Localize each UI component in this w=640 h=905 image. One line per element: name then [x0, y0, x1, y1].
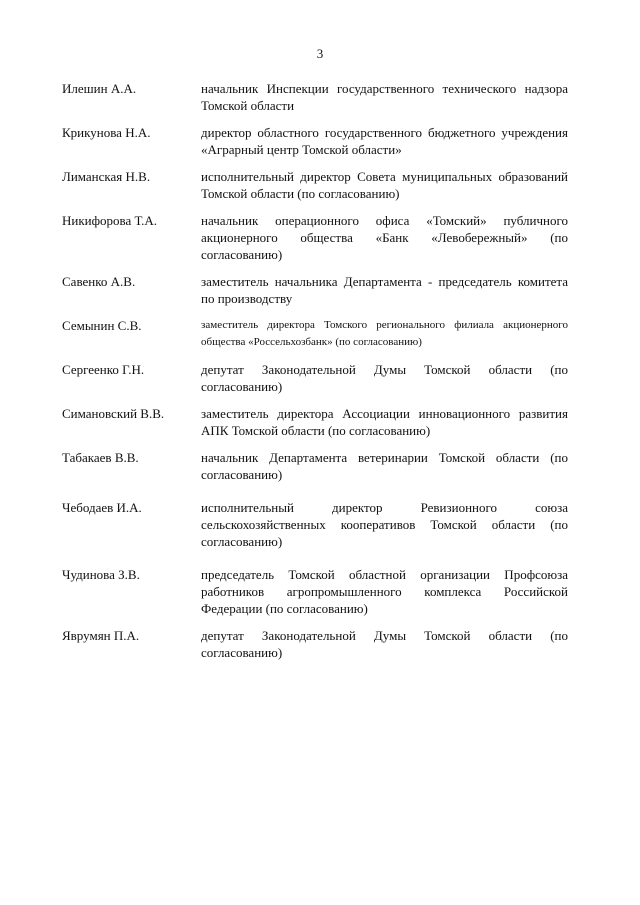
- member-row: [62, 449, 568, 483]
- member-row: [62, 168, 568, 202]
- member-role: заместитель директора Томского регионального филиала акционерного общества «Россельхозбанк» (по согласованию): [201, 319, 568, 348]
- member-row: [62, 361, 568, 395]
- member-role: начальник операционного офиса «Томский» публичного акционерного общества «Банк «Левобережный» (по согласованию): [201, 213, 568, 262]
- member-name: Савенко А.В.: [62, 274, 136, 289]
- member-role: депутат Законодательной Думы Томской области (по согласованию): [201, 362, 568, 394]
- member-row: [62, 317, 568, 351]
- member-row: [62, 627, 568, 661]
- member-row: [62, 212, 568, 263]
- member-name: Лиманская Н.В.: [62, 169, 151, 184]
- member-name: Яврумян П.А.: [62, 628, 140, 643]
- member-name: Никифорова Т.А.: [62, 213, 158, 228]
- member-role: исполнительный директор Ревизионного союза сельскохозяйственных кооперативов Томской области (по согласованию): [201, 500, 568, 549]
- member-role: исполнительный директор Совета муниципальных образований Томской области (по согласованию): [201, 169, 568, 201]
- member-row: [62, 80, 568, 114]
- member-role: начальник Департамента ветеринарии Томской области (по согласованию): [201, 450, 568, 482]
- member-role: председатель Томской областной организации Профсоюза работников агропромышленного комплекса Российской Федерации (по согласованию): [201, 567, 568, 616]
- members-list: [62, 80, 568, 661]
- member-row: [62, 499, 568, 550]
- member-name: Семынин С.В.: [62, 318, 142, 333]
- member-row: [62, 124, 568, 158]
- member-name: Симановский В.В.: [62, 406, 165, 421]
- member-role: начальник Инспекции государственного технического надзора Томской области: [201, 81, 568, 113]
- page-number: 3: [316, 46, 324, 61]
- member-name: Крикунова Н.А.: [62, 125, 151, 140]
- member-role: заместитель начальника Департамента - председатель комитета по производству: [201, 274, 568, 306]
- member-row: [62, 405, 568, 439]
- member-name: Чебодаев И.А.: [62, 500, 142, 515]
- member-name: Сергеенко Г.Н.: [62, 362, 145, 377]
- member-role: заместитель директора Ассоциации инновационного развития АПК Томской области (по согласованию): [201, 406, 568, 438]
- member-row: [62, 273, 568, 307]
- member-role: депутат Законодательной Думы Томской области (по согласованию): [201, 628, 568, 660]
- member-name: Илешин А.А.: [62, 81, 137, 96]
- member-name: Чудинова З.В.: [62, 567, 140, 582]
- member-name: Табакаев В.В.: [62, 450, 139, 465]
- member-role: директор областного государственного бюджетного учреждения «Аграрный центр Томской области»: [201, 125, 568, 157]
- member-row: [62, 566, 568, 617]
